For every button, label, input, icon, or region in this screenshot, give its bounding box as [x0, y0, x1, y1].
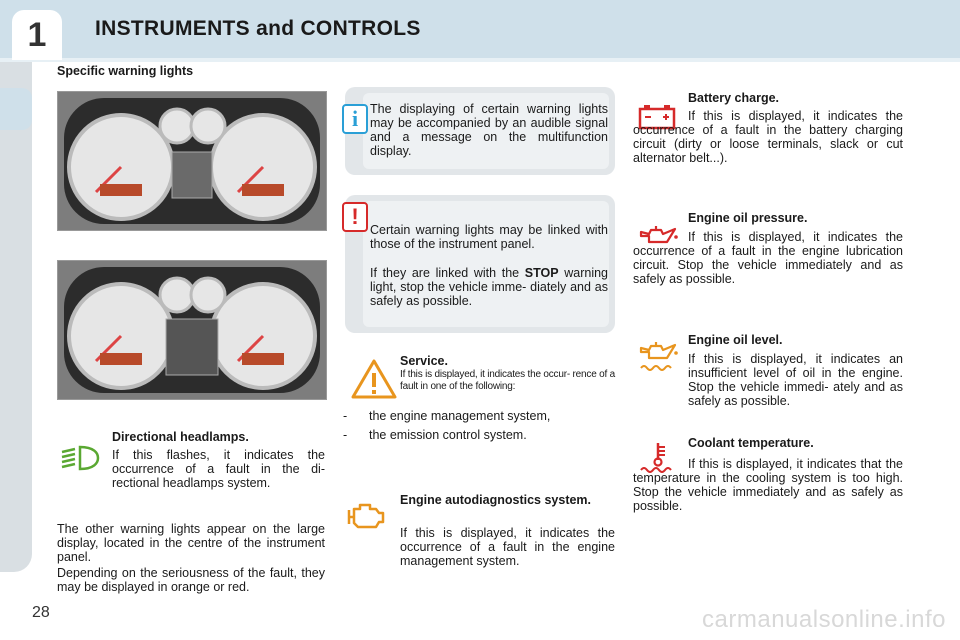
engine-autodiagnostics-icon — [346, 500, 388, 537]
page-number: 28 — [32, 604, 50, 621]
directional-headlamps-title: Directional headlamps. — [112, 430, 249, 444]
instrument-panel-image-1 — [57, 91, 327, 231]
service-title: Service. — [400, 354, 448, 368]
battery-text: If this is displayed, it indicates the occurrence of a fault in the battery charging circuit (dirty or loose terminals, slack or cut alternator belt...). — [633, 109, 903, 165]
coolant-title: Coolant temperature. — [688, 436, 814, 450]
warning-note-text-2: If they are linked with the STOP warning light, stop the vehicle imme- diately and as safely as possible. — [370, 266, 608, 308]
directional-headlamps-text: If this flashes, it indicates the occurrence of a fault in the di- rectional headlamps system. — [112, 448, 325, 490]
oil-pressure-title: Engine oil pressure. — [688, 211, 808, 225]
oil-level-title: Engine oil level. — [688, 333, 783, 347]
left-margin-strip — [0, 62, 32, 572]
oil-level-text: If this is displayed, it indicates an insufficient level of oil in the engine. Stop the vehicle immedi- ately and as safely as possible. — [688, 352, 903, 408]
coolant-text: If this is displayed, it indicates that the temperature in the cooling system is too high. Stop the vehicle immediately and as safely as possible. — [633, 457, 903, 513]
service-list — [343, 407, 550, 445]
warning-note-text-1: Certain warning lights may be linked with those of the instrument panel. — [370, 223, 608, 251]
oil-level-icon — [637, 340, 679, 379]
info-note-text: The displaying of certain warning lights may be accompanied by an audible signal and a message on the multifunction display. — [370, 102, 608, 158]
warning-note — [345, 195, 615, 333]
other-lights-paragraph-1: The other warning lights appear on the large display, located in the centre of the instrument panel. — [57, 522, 325, 564]
list-item: - the emission control system. — [343, 428, 527, 442]
battery-title: Battery charge. — [688, 91, 780, 105]
service-text: If this is displayed, it indicates the occur- rence of a fault in one of the following: — [400, 369, 616, 392]
watermark: carmanualsonline.info — [702, 606, 946, 633]
list-item: - the engine management system, — [343, 409, 551, 423]
info-icon: i — [342, 104, 368, 134]
directional-headlamps-icon — [58, 443, 102, 478]
left-margin-tab — [0, 88, 32, 130]
page-title: INSTRUMENTS and CONTROLS — [95, 17, 421, 40]
engine-autodiagnostics-text: If this is displayed, it indicates the occurrence of a fault in the engine management system. — [400, 526, 615, 568]
service-triangle-icon — [350, 358, 398, 405]
section-title: Specific warning lights — [57, 64, 194, 78]
engine-autodiagnostics-title: Engine autodiagnostics system. — [400, 493, 592, 507]
instrument-panel-image-2 — [57, 260, 327, 400]
chapter-number: 1 — [12, 10, 62, 60]
warning-icon: ! — [342, 202, 368, 232]
other-lights-paragraph-2: Depending on the seriousness of the fault, they may be displayed in orange or red. — [57, 566, 325, 594]
oil-pressure-text: If this is displayed, it indicates the occurrence of a fault in the engine lubrication circuit. Stop the vehicle immediately and as safely as possible. — [633, 230, 903, 286]
